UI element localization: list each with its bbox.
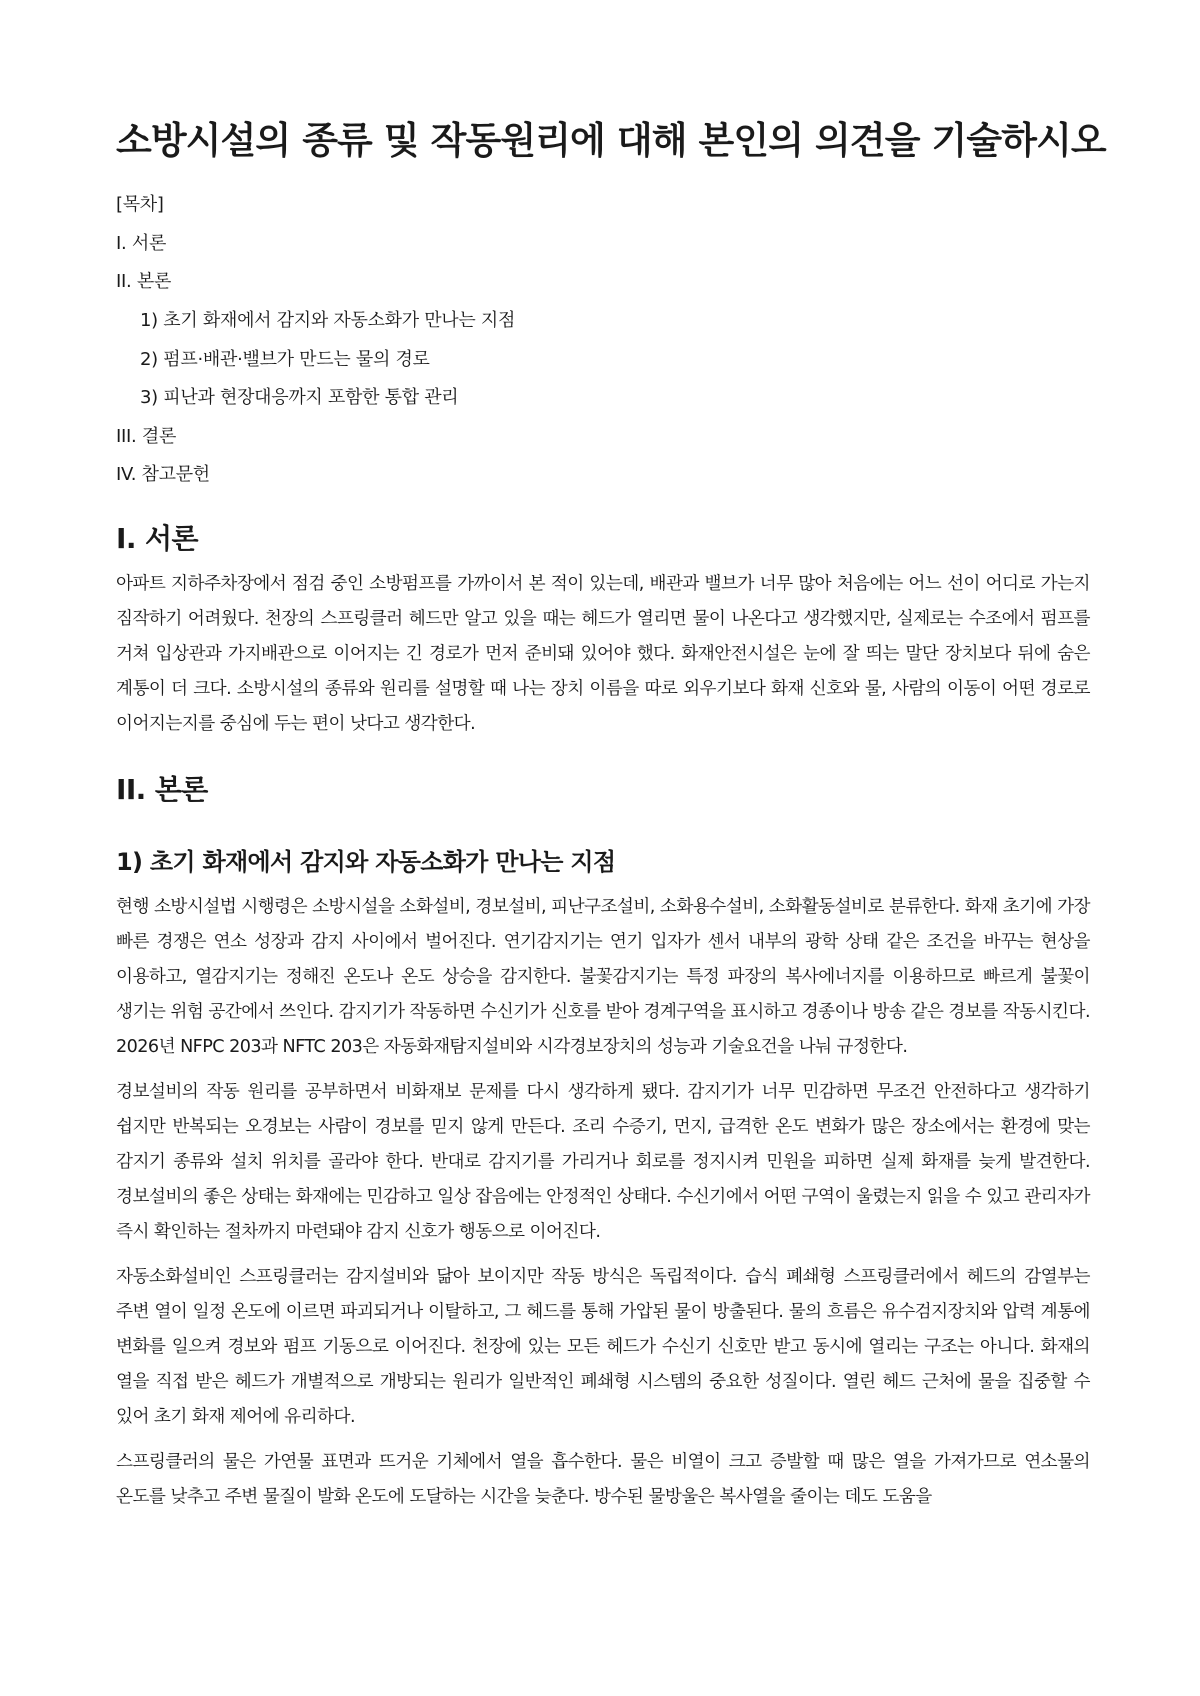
intro-paragraph: 아파트 지하주차장에서 점검 중인 소방펌프를 가까이서 본 적이 있는데, 배관과 밸브가 너무 많아 처음에는 어느 선이 어디로 가는지 짐작하기 어려웠다. 천장의 스프링클러 헤드만 알고 있을 때는 헤드가 열리면 물이 나온다고 생각했지만, 실제로는 수조에서 펌프를 거쳐 입상관과 가지배관으로 이어지는 긴 경로가 먼저 준비돼 있어야 했다. 화재안전시설은 눈에 잘 띄는 말단 장치보다 뒤에 숨은 계통이 더 크다. 소방시설의 종류와 원리를 설명할 때 나는 장치 이름을 따로 외우기보다 화재 신호와 물, 사람의 이동이 어떤 경로로 이어지는지를 중심에 두는 편이 낫다고 생각한다. (116, 574, 1090, 735)
section-1-paragraph-1: 현행 소방시설법 시행령은 소방시설을 소화설비, 경보설비, 피난구조설비, 소화용수설비, 소화활동설비로 분류한다. 화재 초기에 가장 빠른 경쟁은 연소 성장과 감지 사이에서 벌어진다. 연기감지기는 연기 입자가 센서 내부의 광학 상태 같은 조건을 바꾸는 현상을 이용하고, 열감지기는 정해진 온도나 온도 상승을 감지한다. 불꽃감지기는 특정 파장의 복사에너지를 이용하므로 빠르게 불꽃이 생기는 위험 공간에서 쓰인다. 감지기가 작동하면 수신기가 신호를 받아 경계구역을 표시하고 경종이나 방송 같은 경보를 작동시킨다. 2026년 NFPC 203과 NFTC 203은 자동화재탐지설비와 시각경보장치의 성능과 기술요건을 나눠 규정한다. (116, 896, 1090, 1057)
toc-item-conclusion: III. 결론 (116, 425, 177, 447)
section-1-paragraph-3: 자동소화설비인 스프링클러는 감지설비와 닮아 보이지만 작동 방식은 독립적이다. 습식 폐쇄형 스프링클러에서 헤드의 감열부는 주변 열이 일정 온도에 이르면 파괴되거나 이탈하고, 그 헤드를 통해 가압된 물이 방출된다. 물의 흐름은 유수검지장치와 압력 계통에 변화를 일으켜 경보와 펌프 기동으로 이어진다. 천장에 있는 모든 헤드가 수신기 신호만 받고 동시에 열리는 구조는 아니다. 화재의 열을 직접 받은 헤드가 개별적으로 개방되는 원리가 일반적인 폐쇄형 시스템의 중요한 성질이다. 열린 헤드 근처에 물을 집중할 수 있어 초기 화재 제어에 유리하다. (116, 1266, 1090, 1427)
body-heading: II. 본론 (116, 773, 208, 807)
toc-item-body-2: 2) 펌프·배관·밸브가 만드는 물의 경로 (140, 348, 430, 370)
intro-heading: I. 서론 (116, 522, 198, 555)
toc-label: [목차] (116, 194, 164, 216)
toc-item-body-1: 1) 초기 화재에서 감지와 자동소화가 만나는 지점 (140, 310, 516, 332)
section-1-heading: 1) 초기 화재에서 감지와 자동소화가 만나는 지점 (116, 847, 616, 876)
document-title: 소방시설의 종류 및 작동원리에 대해 본인의 의견을 기술하시오 (116, 119, 1106, 162)
table-of-contents (116, 186, 1090, 495)
toc-item-intro: I. 서론 (116, 232, 167, 254)
toc-item-body: II. 본론 (116, 271, 172, 293)
toc-item-body-3: 3) 피난과 현장대응까지 포함한 통합 관리 (140, 387, 459, 409)
section-1-paragraph-2: 경보설비의 작동 원리를 공부하면서 비화재보 문제를 다시 생각하게 됐다. 감지기가 너무 민감하면 무조건 안전하다고 생각하기 쉽지만 반복되는 오경보는 사람이 경보를 믿지 않게 만든다. 조리 수증기, 먼지, 급격한 온도 변화가 많은 장소에서는 환경에 맞는 감지기 종류와 설치 위치를 골라야 한다. 반대로 감지기를 가리거나 회로를 정지시켜 민원을 피하면 실제 화재를 늦게 발견한다. 경보설비의 좋은 상태는 화재에는 민감하고 일상 잡음에는 안정적인 상태다. 수신기에서 어떤 구역이 울렸는지 읽을 수 있고 관리자가 즉시 확인하는 절차까지 마련돼야 감지 신호가 행동으로 이어진다. (116, 1081, 1090, 1242)
section-1-paragraph-4: 스프링클러의 물은 가연물 표면과 뜨거운 기체에서 열을 흡수한다. 물은 비열이 크고 증발할 때 많은 열을 가져가므로 연소물의 온도를 낮추고 주변 물질이 발화 온도에 도달하는 시간을 늦춘다. 방수된 물방울은 복사열을 줄이는 데도 도움을 (116, 1451, 1090, 1507)
toc-item-references: IV. 참고문헌 (116, 464, 210, 486)
